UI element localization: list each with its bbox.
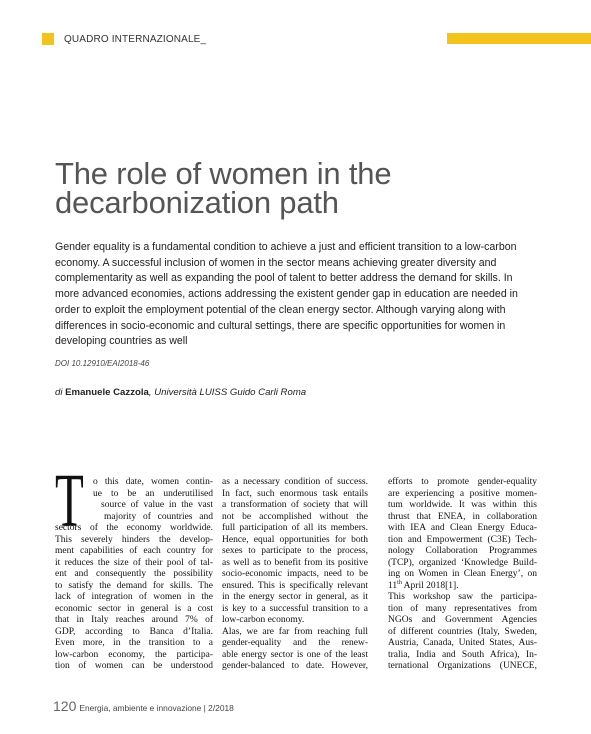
abstract-line: economy. A successful inclusion of women in the sector means achieving greater diversity and [55,256,497,269]
body-column-3 [388,477,537,673]
body-line: This severely hinders the develop- [55,534,213,545]
body-line: low-carbon economy, the participa- [55,649,213,660]
body-line: as well as to benefit from its positive [222,557,368,568]
body-line: Alas, we are far from reaching full [222,626,368,637]
body-line: (TCP), organized ‘Knowledge Build- [388,557,537,568]
body-line: ternational Organizations (UNECE, [388,661,537,671]
date-day: 11 [388,580,398,591]
abstract-line: Gender equality is a fundamental condition to achieve a just and efficient transition to a low-carbon [55,241,517,253]
body-line: efforts to promote gender-equality [388,477,537,487]
body-line: NGOs and Government Agencies [388,615,537,625]
body-column-1 [55,477,213,673]
body-line: not be accomplished without the [222,511,368,522]
body-line: in the energy sector in general, as it [222,592,368,602]
abstract-line: differences in socio-economic and cultural settings, there are specific opportunities for women in [55,319,506,332]
body-line: low-carbon economy. [222,615,305,625]
body-line: ing on Women in Clean Energy’, on [388,569,537,579]
abstract-line: order to exploit the employment potential of the clean energy sector. Although varying along with [55,303,506,316]
body-line: gender-balanced to date. However, [222,661,368,671]
body-line: GDP, according to Banca d’Italia. [55,626,213,637]
body-line: sexes to participate to the process, [222,546,368,556]
page-number: 120 [53,698,77,714]
article-title [55,156,392,220]
body-line: sectors of the economy worldwide. [55,523,213,533]
body-line: that in Italy reaches around 7% of [55,615,213,625]
section-label: QUADRO INTERNAZIONALE_ [64,34,207,45]
body-line: ue to be an underutilised [93,488,213,499]
body-line: thrust that ENEA, in collaboration [388,511,537,522]
body-line: In fact, such enormous task entails [222,488,368,499]
abstract-line: developing countries as well [55,335,188,348]
body-line: Austria, Canada, United States, Aus- [388,638,537,648]
body-line: ent and consequently the possibility [55,569,213,579]
body-line: to satisfy the demand for skills. The [55,580,213,591]
body-line: tion of women can be understood [55,661,213,671]
body-line: with IEA and Clean Energy Educa- [388,523,537,533]
body-column-2 [222,477,368,673]
section-marker-square [42,33,54,45]
body-line: economic sector in general is a cost [55,603,213,614]
publication-info: Energia, ambiente e innovazione | 2/2018 [79,703,234,713]
body-line: gender-equality and the renew- [222,638,368,648]
body-line: tion of many representatives from [388,603,537,614]
body-line [388,581,537,593]
body-line: tion and Empowerment (C3E) Tech- [388,534,537,545]
byline-prefix: di [55,387,63,398]
date-rest: April 2018[1]. [401,580,459,591]
body-line: full participation of all its members. [222,523,368,533]
header-accent-bar [447,33,591,44]
abstract-line: complementarity as well as expanding the pool of talent to better address the demand for skills. In [55,272,513,285]
body-line: tralia, India and South Africa), In- [388,649,537,660]
title-line: The role of women in the [55,156,392,191]
body-line: o this date, women contin- [93,477,213,487]
abstract-line: more advanced economies, actions addressing the existent gender gap in education are needed in [55,288,518,301]
drop-cap: T [55,459,84,543]
ordinal-suffix: th [397,579,402,586]
title-line: decarbonization path [55,185,339,220]
author-name: Emanuele Cazzola [65,387,149,398]
body-line: majority of countries and [104,511,213,522]
body-line: nology Collaboration Programmes [388,546,537,556]
author-affiliation: , Università LUISS Guido Carli Roma [148,387,307,398]
body-line: are experiencing a positive momen- [388,488,537,499]
body-line: of different countries (Italy, Sweden, [388,626,537,637]
body-line: lack of integration of women in the [55,592,213,602]
byline [55,387,306,399]
body-line: This workshop saw the participa- [388,592,537,602]
body-line: source of value in the vast [101,500,213,510]
abstract [55,240,518,350]
body-line: it reduces the size of their pool of tal- [55,557,213,568]
page-footer [53,698,234,714]
body-line: able energy sector is one of the least [222,649,368,660]
doi: DOI 10.12910/EAI2018-46 [55,359,150,368]
body-line: a transformation of society that will [222,500,368,510]
body-line: socio-economic impacts, need to be [222,569,368,579]
body-line: Even more, in the transition to a [55,638,213,648]
body-line: tum worldwide. It was within this [388,500,537,510]
body-line: is key to a successful transition to a [222,603,368,614]
body-line: ensured. This is specifically relevant [222,580,368,591]
body-line: ment capabilities of each country for [55,546,213,556]
body-line: as a necessary condition of success. [222,477,368,487]
body-line: Hence, equal opportunities for both [222,534,368,545]
